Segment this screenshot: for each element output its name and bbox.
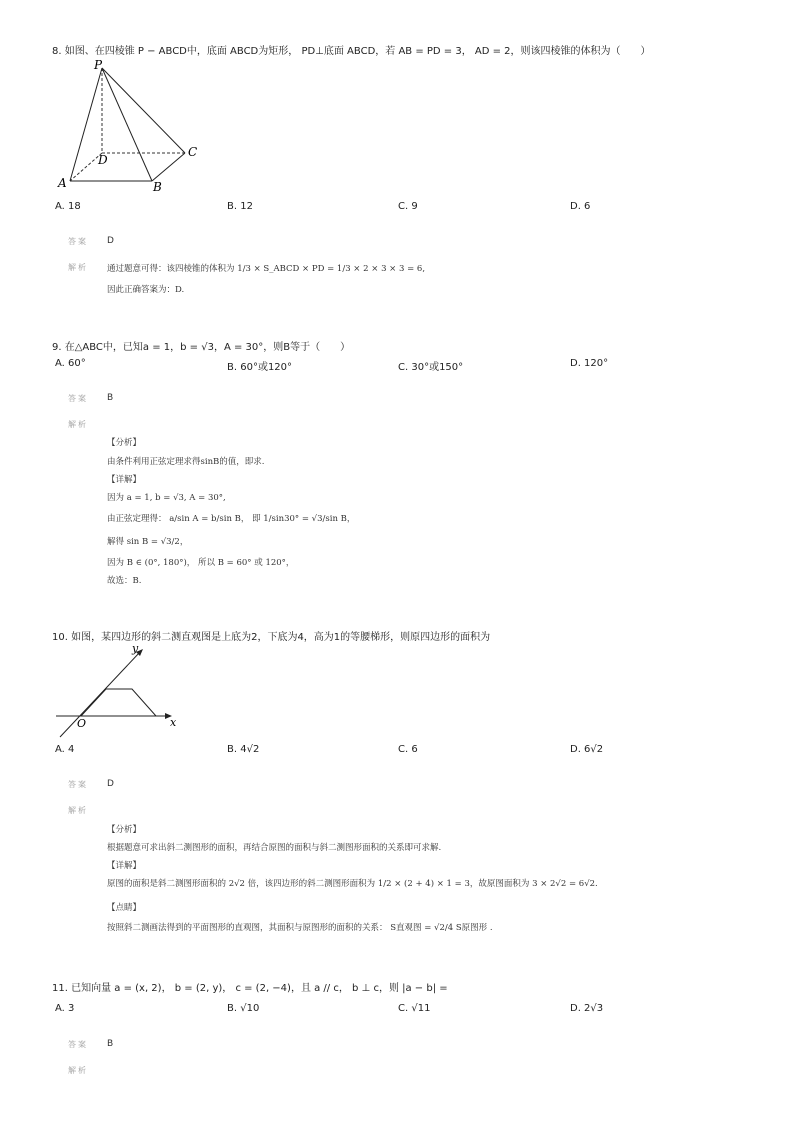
q8-analysis-line-1: 通过题意可得：该四棱锥的体积为 1/3 × S_ABCD × PD = 1/3 × 2 × 3 × 3 = 6,: [107, 264, 426, 274]
q9-option-c[interactable]: C. 30°或150°: [398, 362, 464, 373]
q9-analysis-line-4: 因为 a = 1, b = √3, A = 30°,: [107, 493, 226, 503]
q9-analysis-line-2: 由条件利用正弦定理求得sinB的值，即求.: [107, 457, 265, 467]
q8-option-c[interactable]: C. 9: [398, 201, 418, 212]
q8-answer: D: [107, 236, 114, 246]
label-y: y: [132, 642, 139, 655]
q10-analysis-line-2: 根据题意可求出斜二测图形的面积，再结合原图的面积与斜二测图形面积的关系即可求解.: [107, 843, 442, 853]
q11-option-c[interactable]: C. √11: [398, 1003, 431, 1014]
q10-analysis-label: 解析: [68, 806, 88, 815]
q10-option-a[interactable]: A. 4: [55, 744, 75, 755]
q10-analysis-line-6: 按照斜二测画法得到的平面图形的直观图，其面积与原图形的面积的关系： S直观图 = √2/4 S原图形 .: [107, 923, 493, 933]
q10-option-d[interactable]: D. 6√2: [570, 744, 604, 755]
q9-option-a[interactable]: A. 60°: [55, 358, 86, 369]
q11-answer: B: [107, 1039, 114, 1049]
q8-option-b[interactable]: B. 12: [227, 201, 253, 212]
q8-stem: 8. 如图、在四棱锥 P − ABCD中，底面 ABCD为矩形， PD⊥底面 ABCD，若 AB = PD = 3， AD = 2，则该四棱锥的体积为（ ）: [52, 46, 651, 57]
label-x: x: [170, 716, 177, 729]
q11-stem: 11. 已知向量 a = (x, 2)， b = (2, y)， c = (2, −4)，且 a // c， b ⊥ c，则 |a − b| =: [52, 983, 448, 994]
q9-option-b[interactable]: B. 60°或120°: [227, 362, 293, 373]
q9-stem: 9. 在△ABC中，已知a = 1，b = √3，A = 30°，则B等于（ ）: [52, 342, 351, 353]
q8-analysis-line-2: 因此正确答案为：D.: [107, 285, 185, 295]
q9-answer-label: 答案: [68, 394, 88, 403]
q9-analysis-label: 解析: [68, 420, 88, 429]
q10-option-b[interactable]: B. 4√2: [227, 744, 260, 755]
q11-analysis-label: 解析: [68, 1066, 88, 1075]
q11-option-d[interactable]: D. 2√3: [570, 1003, 604, 1014]
q9-analysis-line-6: 解得 sin B = √3/2，: [107, 537, 189, 547]
q8-option-d[interactable]: D. 6: [570, 201, 591, 212]
q10-stem: 10. 如图，某四边形的斜二测直观图是上底为2，下底为4，高为1的等腰梯形，则原四边形的面积为: [52, 632, 491, 643]
label-A: A: [58, 176, 67, 190]
q8-analysis-label: 解析: [68, 263, 88, 272]
label-C: C: [188, 145, 198, 159]
q10-oblique-figure: [52, 640, 182, 740]
q9-answer: B: [107, 393, 114, 403]
q10-analysis-line-1: 【分析】: [107, 825, 142, 835]
q10-answer: D: [107, 779, 114, 789]
q9-analysis-line-5: 由正弦定理得： a/sin A = b/sin B， 即 1/sin30° = √3/sin B，: [107, 514, 356, 524]
q8-pyramid-figure: [55, 58, 205, 198]
label-B: B: [153, 180, 162, 194]
q10-analysis-line-3: 【详解】: [107, 861, 142, 871]
q11-option-b[interactable]: B. √10: [227, 1003, 260, 1014]
q10-answer-label: 答案: [68, 780, 88, 789]
q11-option-a[interactable]: A. 3: [55, 1003, 75, 1014]
q9-option-d[interactable]: D. 120°: [570, 358, 609, 369]
q10-analysis-line-4: 原图的面积是斜二测图形面积的 2√2 倍，该四边形的斜二测图形面积为 1/2 × (2 + 4) × 1 = 3，故原图面积为 3 × 2√2 = 6√2.: [107, 879, 598, 889]
q8-answer-label: 答案: [68, 237, 88, 246]
label-P: P: [94, 58, 103, 72]
q9-analysis-line-8: 故选：B.: [107, 576, 142, 586]
q10-analysis-line-5: 【点睛】: [107, 903, 142, 913]
q9-analysis-line-1: 【分析】: [107, 438, 142, 448]
q9-analysis-line-7: 因为 B ∈ (0°, 180°)， 所以 B = 60° 或 120°，: [107, 558, 295, 568]
label-D: D: [98, 153, 108, 167]
label-O: O: [77, 717, 87, 730]
q10-option-c[interactable]: C. 6: [398, 744, 418, 755]
q9-analysis-line-3: 【详解】: [107, 475, 142, 485]
q8-option-a[interactable]: A. 18: [55, 201, 81, 212]
q11-answer-label: 答案: [68, 1040, 88, 1049]
